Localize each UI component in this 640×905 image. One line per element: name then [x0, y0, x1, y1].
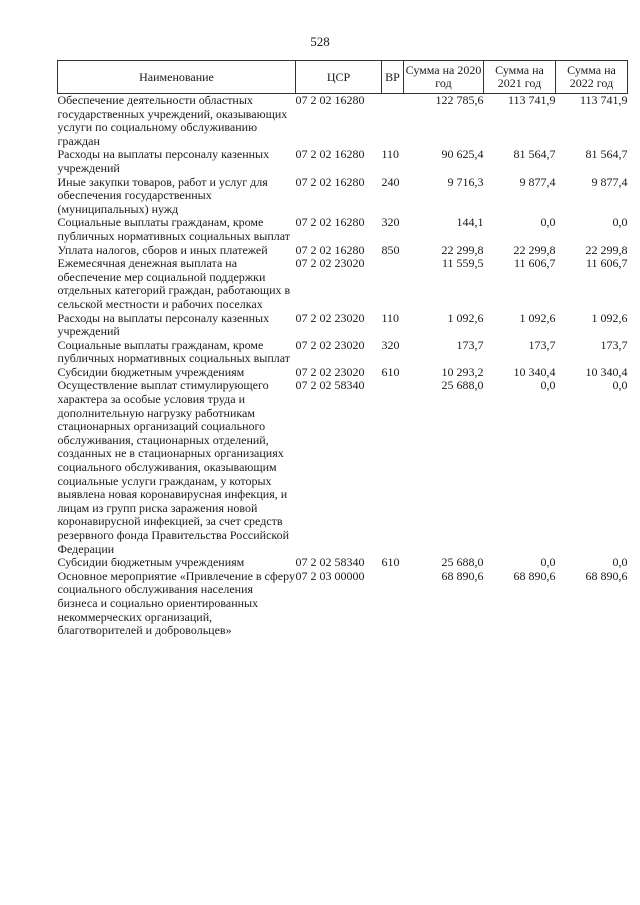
table-row	[58, 94, 628, 149]
header-sum-2021: Сумма на 2021 год	[484, 61, 556, 94]
table-body	[58, 94, 628, 638]
row-vr: 110	[381, 310, 400, 325]
row-csr: 07 2 02 16280	[295, 93, 365, 107]
row-sum-2020: 25 688,0	[441, 378, 484, 393]
row-name: Иные закупки товаров, работ и услуг для обеспечения государственных (муниципальных) нужд	[57, 174, 268, 216]
header-sum-2022: Сумма на 2022 год	[556, 61, 628, 94]
row-sum-2021: 0,0	[540, 215, 556, 230]
row-sum-2022: 81 564,7	[585, 147, 628, 162]
header-row	[58, 61, 628, 94]
row-csr: 07 2 02 58340	[295, 378, 365, 393]
table-header	[58, 61, 628, 94]
row-sum-2020: 10 293,2	[441, 364, 484, 379]
row-sum-2021: 1 092,6	[519, 310, 556, 325]
header-vr: ВР	[382, 61, 404, 94]
row-sum-2022: 22 299,8	[585, 242, 628, 257]
row-vr: 610	[381, 364, 400, 379]
row-vr	[382, 257, 404, 311]
header-sum-2020: Сумма на 2020 год	[404, 61, 484, 94]
row-name: Социальные выплаты гражданам, кроме публичных нормативных социальных выплат	[57, 215, 291, 243]
row-sum-2020: 122 785,6	[435, 93, 484, 107]
row-sum-2021: 9 877,4	[519, 174, 556, 189]
row-name: Субсидии бюджетным учреждениям	[57, 364, 245, 379]
row-vr	[382, 379, 404, 556]
row-csr: 07 2 02 16280	[295, 174, 365, 189]
row-sum-2022: 0,0	[612, 215, 628, 230]
row-sum-2021: 10 340,4	[513, 364, 556, 379]
row-sum-2022: 0,0	[612, 555, 628, 570]
row-sum-2022: 0,0	[612, 378, 628, 393]
row-sum-2020: 144,1	[456, 215, 484, 230]
row-name: Обеспечение деятельности областных государственных учреждений, оказывающих услуги по социальному обслуживанию граждан	[57, 93, 288, 148]
row-sum-2022: 113 741,9	[579, 93, 628, 107]
row-sum-2021: 0,0	[540, 555, 556, 570]
row-vr: 110	[381, 147, 400, 162]
table-row	[58, 312, 628, 339]
row-name: Социальные выплаты гражданам, кроме публичных нормативных социальных выплат	[57, 337, 291, 366]
row-sum-2022: 11 606,7	[585, 256, 628, 271]
row-sum-2022: 10 340,4	[585, 364, 628, 379]
header-name: Наименование	[58, 61, 296, 94]
row-csr: 07 2 02 23020	[295, 364, 365, 379]
row-sum-2020: 25 688,0	[441, 555, 484, 570]
row-sum-2021: 68 890,6	[513, 568, 556, 583]
row-name: Ежемесячная денежная выплата на обеспечение мер социальной поддержки отдельных категорий граждан, работающих в сельской местности и рабочих поселках	[57, 256, 291, 311]
row-sum-2020: 68 890,6	[441, 568, 484, 583]
row-vr: 240	[381, 174, 400, 189]
row-vr	[382, 94, 404, 149]
row-name: Расходы на выплаты персоналу казенных учреждений	[57, 147, 270, 175]
row-csr: 07 2 02 23020	[295, 256, 365, 271]
table-row	[58, 244, 628, 258]
row-csr: 07 2 02 58340	[295, 555, 365, 570]
row-sum-2022: 173,7	[600, 337, 628, 352]
row-vr	[382, 570, 404, 638]
row-sum-2021: 113 741,9	[507, 93, 556, 107]
row-vr: 320	[381, 337, 400, 352]
row-name: Субсидии бюджетным учреждениям	[57, 555, 245, 570]
row-name: Осуществление выплат стимулирующего характера за особые условия труда и дополнительную нагрузку работникам стационарных организаций социального обслуживания, стационарных отделений, созданных не в стационарных организациях социального обслуживания, оказывающим социальные услуги гражданам, у которых выявлена новая коронавирусная инфекция, и лицам из групп риска заражения новой коронавирусной инфекцией, за счет средств резервного фонда Правительства Российской Федерации	[57, 378, 290, 556]
page-number: 528	[310, 34, 330, 49]
row-csr: 07 2 02 23020	[295, 337, 365, 352]
table-row	[58, 556, 628, 570]
row-sum-2021: 173,7	[528, 337, 556, 352]
table-row	[58, 366, 628, 380]
row-sum-2020: 11 559,5	[441, 256, 484, 271]
table-row	[58, 379, 628, 556]
budget-table	[57, 60, 628, 638]
row-csr: 07 2 03 00000	[295, 568, 365, 583]
row-name: Основное мероприятие «Привлечение в сферу социального обслуживания населения бизнеса и социально ориентированных некоммерческих организаций, благотворителей и добровольцев»	[57, 568, 295, 638]
row-sum-2020: 22 299,8	[441, 242, 484, 257]
table-row	[58, 257, 628, 311]
row-csr: 07 2 02 23020	[295, 310, 365, 325]
row-sum-2020: 1 092,6	[447, 310, 484, 325]
table-row	[58, 176, 628, 217]
row-sum-2020: 90 625,4	[441, 147, 484, 162]
row-sum-2021: 11 606,7	[513, 256, 556, 271]
header-csr: ЦСР	[296, 61, 382, 94]
row-name: Уплата налогов, сборов и иных платежей	[57, 242, 268, 257]
row-csr: 07 2 02 16280	[295, 242, 365, 257]
table-row	[58, 339, 628, 366]
row-sum-2022: 68 890,6	[585, 568, 628, 583]
row-vr: 850	[381, 242, 400, 257]
row-sum-2021: 22 299,8	[513, 242, 556, 257]
row-csr: 07 2 02 16280	[295, 215, 365, 230]
table-row	[58, 148, 628, 175]
table-row	[58, 570, 628, 638]
table-row	[58, 216, 628, 243]
row-sum-2020: 173,7	[456, 337, 484, 352]
row-vr: 320	[381, 215, 400, 230]
row-name: Расходы на выплаты персоналу казенных учреждений	[57, 310, 270, 339]
row-sum-2022: 1 092,6	[591, 310, 628, 325]
row-sum-2022: 9 877,4	[591, 174, 628, 189]
row-sum-2020: 9 716,3	[447, 174, 484, 189]
row-vr: 610	[381, 555, 400, 570]
row-sum-2021: 0,0	[540, 378, 556, 393]
row-sum-2021: 81 564,7	[513, 147, 556, 162]
row-csr: 07 2 02 16280	[295, 147, 365, 162]
